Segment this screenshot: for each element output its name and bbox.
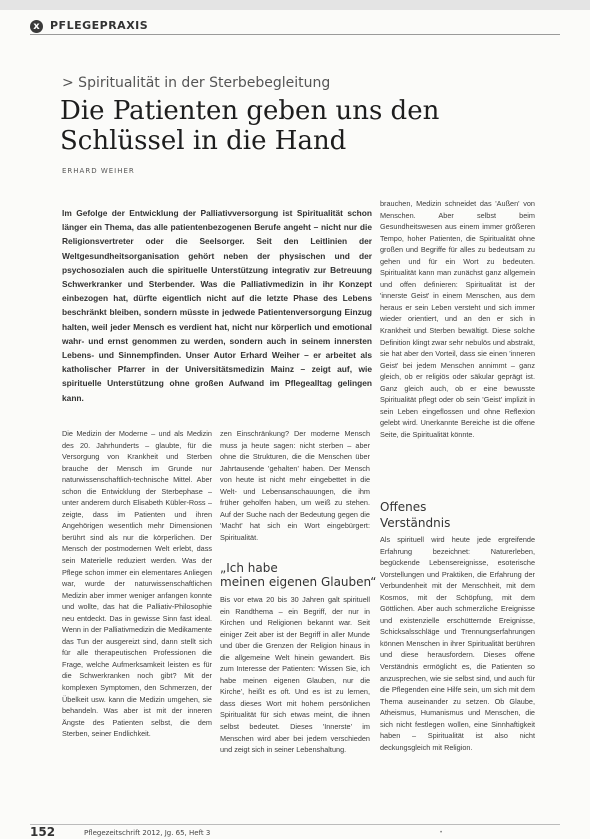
article-title: Die Patienten geben uns den Schlüssel in die Hand	[60, 96, 440, 156]
article-lead: Im Gefolge der Entwicklung der Palliativversorgung ist Spiritualität schon länger ein Thema, das alle patientenbezogenen Berufe angeht – nicht nur die Religionsvertreter oder die Seelsorger. Seit den Leitlinien der Weltgesundheitsorganisation gehört neben der physischen und der psychosozialen auch die spirituelle Unterstützung integrativ zur Betreuung Schwerkranker und Sterbender. Was die Palliativmedizin in ihr Konzept einbezogen hat, dürfte eigentlich nicht auf die letzte Phase des Lebens beschränkt bleiben, sondern müsste in jedwede Patientenversorgung Einzug halten, weil jeder Mensch es verdient hat, nicht nur körperlich und emotional wahr- und ernst genommen zu werden, sondern auch in seinem innersten Lebens- und Sinnempfinden. Unser Autor Erhard Weiher – er arbeitet als katholischer Pfarrer in der Universitätsmedizin Mainz – zeigt auf, wie spirituelle Unterstützung ohne großen Aufwand im Pflegealltag gelingen kann.	[62, 208, 372, 403]
article-kicker: > Spiritualität in der Sterbebegleitung	[62, 75, 331, 91]
footer-mark: •	[440, 830, 443, 836]
subheading-own-faith-line2: meinen eigenen Glauben“	[220, 575, 377, 589]
subheading-open-understanding-line2: Verständnis	[380, 516, 451, 530]
body-column-middle	[220, 428, 370, 556]
body-paragraph: zen Einschränkung? Der moderne Mensch muss ja heute sagen: nicht sterben – aber ohne die Strukturen, die die Menschen über Jahrtausende 'gehalten' haben. Der Mensch von heute ist nicht mehr eingebettet in die Welt- und Lebensanschauungen, die ihm früher geholfen haben, um weiß zu stehen. Auf der Suche nach der Bedeutung gegen die 'Macht' hat sich ein Wort eingebürgert: Spiritualität.	[220, 429, 370, 542]
body-paragraph: Als spirituell wird heute jede ergreifende Erfahrung bezeichnet: Naturerleben, begückende Lebensereignisse, esoterische Vorstellungen und Praktiken, die Erfahrung der Verbundenheit mit der Menschheit, mit dem Kosmos, mit der Schöpfung, mit dem Göttlichen. Aber auch schmerzliche Ereignisse und existenzielle erschütternde Ereignisse, Schicksalsschläge und Trennungserfahrungen können Menschen in ihrer Spiritualität berühren und diese herausfordern. Dieses offene Verständnis ermöglicht es, die Patienten so anzusprechen, wie sie selbst sind, und auch für die Pflegenden eine Hilfe sein, um sich mit dem Thema auseinander zu setzen. Ob Glaube, Atheismus, Humanismus und Menschen, die sich nicht festlegen wollen, eine Sinnhaftigkeit haben – Spiritualität ist also nicht deckungsgleich mit Religion.	[380, 535, 535, 752]
body-paragraph: Die Medizin der Moderne – und als Medizin des 20. Jahrhunderts – glaubte, für die Versorgung von Krankheit und Sterben brauche der Mensch im Grunde nur naturwissenschaftlich-technische Mittel. Aber schon die Entwicklung der Sterbephase – unter anderem durch Elisabeth Kübler-Ross – zeigte, dass im Patienten und ihren Angehörigen wesentlich mehr Dimensionen berührt sind als nur die körperlichen. Der Mensch der postmodernen Welt erlebt, dass sein Materielle reduziert werden. Was der Pflege schon immer ein elementares Anliegen war, wurde der naturwissenschaftlichen Medizin aber immer weniger anfangen konnte und wollte, das hat die Palliativ-Philosophie neu entdeckt. Das in gewisse Sinn fast ideal. Wenn in der Palliativmedizin die Medikamente das Tun der ausgereizt sind, dann stellt sich für alle therapeutischen Professionen die Frage, welche Aufmerksamkeit leisten es für die Schwerkranken noch gibt? Mit der komplexen Symptomen, den Schmerzen, der Übelkeit usw. kann die Medizin umgehen, sie behandeln. Was aber ist mit der inneren Ängste des Patienten selbst, die dem Sterben, seiner Endlichkeit.	[62, 429, 212, 739]
section-label: PFLEGEPRAXIS	[50, 19, 149, 32]
body-paragraph: Bis vor etwa 20 bis 30 Jahren galt spirituell ein Randthema – ein Begriff, der nur in Kirchen und Religionen bekannt war. Seit einiger Zeit aber ist der Begriff in aller Munde und über die Grenzen der Religion hinaus in die allgemeine Welt hinein gewandert. Bis zum Interesse der Patienten: 'Wissen Sie, ich habe meinen eigenen Glauben, nur die Kirche', heißt es oft. Und es ist zu lernen, dass dieses Wort mit hohem persönlichen Spiritualität für sich etwas meint, die ihnen selbst bedeutet. Dieses 'Innerste' im Menschen wird aber bei jedem verschieden und zeigt sich in seiner Lebenshaltung.	[220, 595, 370, 755]
body-column-middle-lower	[220, 594, 370, 814]
journal-citation: Pflegezeitschrift 2012, Jg. 65, Heft 3	[84, 829, 211, 837]
header-band	[0, 0, 590, 10]
body-column-right-lower	[380, 534, 535, 819]
header-divider	[30, 34, 560, 35]
subheading-own-faith: „Ich habe	[220, 561, 278, 575]
footer-divider	[30, 824, 560, 825]
section-badge-icon: x	[30, 20, 43, 33]
body-paragraph: brauchen, Medizin schneidet das 'Außen' von Menschen. Aber selbst beim Gesundheitswesen aus einem immer größeren Tempo, hoher Patienten, die Spiritualität ohne großen und Begriffe für alles zu bedeutsam zu gehen und für ein Wort zu bedeuten. Spiritualität kann man zunächst ganz allgemein und offen definieren: Spiritualität ist der 'innerste Geist' in einem Menschen, aus dem heraus er sein Leben versteht und sich immer wieder orientiert, und an den er sich in Krankheit und Sterben bewältigt. Diese solche Definition klingt zwar sehr nebulös und abstrakt, sie hat aber den Vorteil, dass sie einen 'inneren Geist' bei jedem Menschen annimmt – ganz gleich, ob er religiös oder säkular geprägt ist. Ganz gleich auch, ob er eine bewusste Spiritualität pflegt oder ob sein 'Geist' implizit in sein Leben eingeflossen und ohne Reflexion gelebt wird. Unerkannte Bereiche ist die offene Seite, die Spiritualität könnte.	[380, 199, 535, 439]
body-column-left	[62, 428, 212, 818]
body-column-right	[380, 198, 535, 494]
article-author: ERHARD WEIHER	[62, 167, 135, 175]
subheading-open-understanding: Offenes	[380, 500, 427, 514]
page-number: 152	[30, 825, 56, 839]
